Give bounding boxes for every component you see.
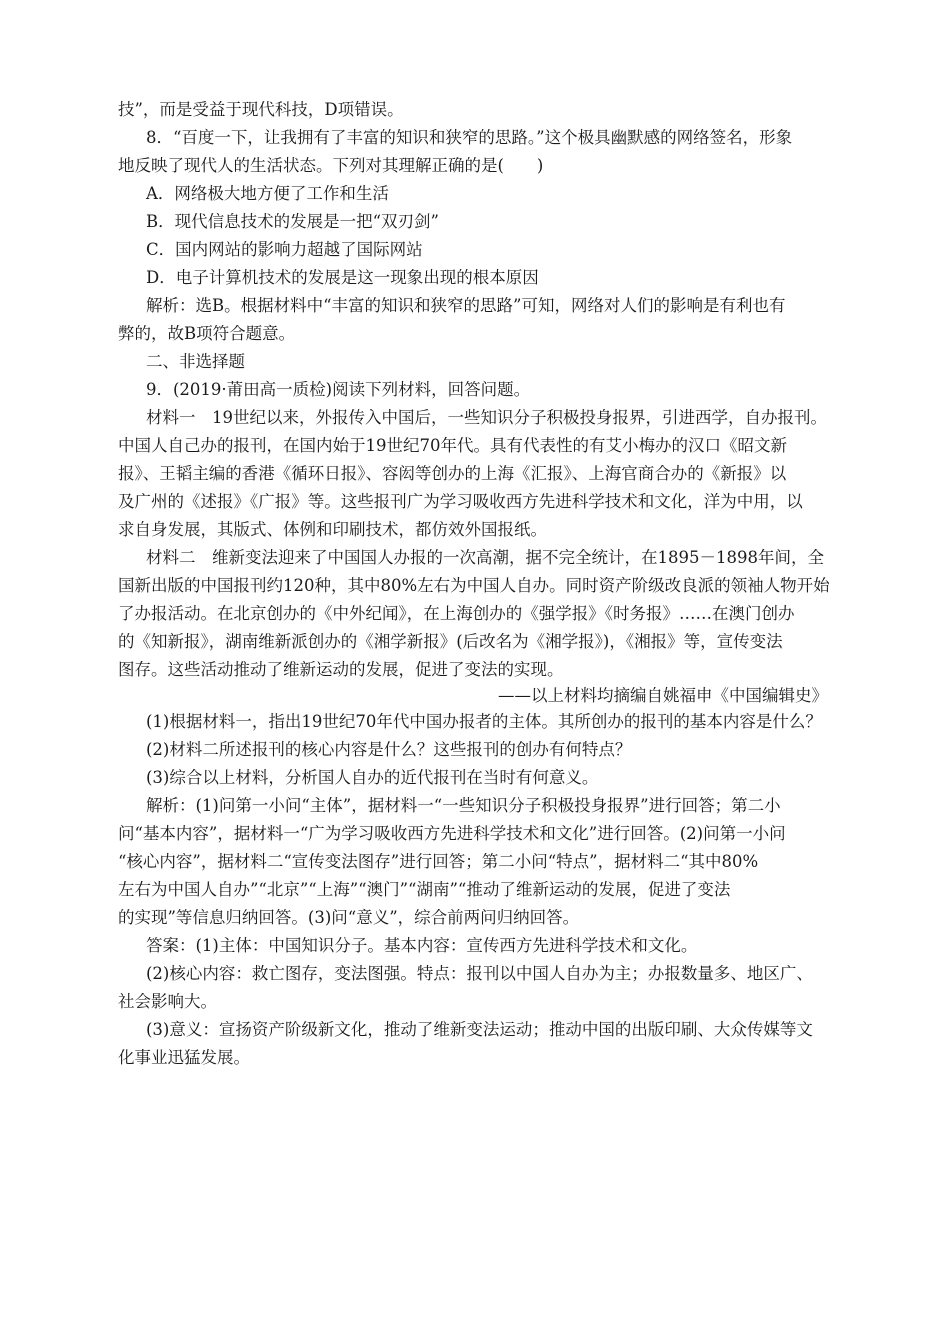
sub-question-1: (1)根据材料一，指出19世纪70年代中国办报者的主体。其所创办的报刊的基本内容是什么？ [146, 712, 822, 731]
sub-question-3: (3)综合以上材料，分析国人自办的近代报刊在当时有何意义。 [146, 768, 599, 787]
answer-1: 答案：(1)主体：中国知识分子。基本内容：宣传西方先进科学技术和文化。 [146, 936, 698, 955]
text-line: 技”，而是受益于现代科技，D项错误。 [118, 100, 404, 119]
option-c: C．国内网站的影响力超越了国际网站 [146, 240, 423, 259]
text-line: 化事业迅猛发展。 [118, 1048, 250, 1067]
text-line: 图存。这些活动推动了维新运动的发展，促进了变法的实现。 [118, 660, 564, 679]
option-d: D．电子计算机技术的发展是这一现象出现的根本原因 [146, 268, 539, 287]
text-line: 求自身发展，其版式、体例和印刷技术，都仿效外国报纸。 [118, 520, 547, 539]
material-1: 材料一 19世纪以来，外报传入中国后，一些知识分子积极投身报界，引进西学，自办报刊。 [146, 408, 827, 427]
text-line: 了办报活动。在北京创办的《中外纪闻》，在上海创办的《强学报》《时务报》……在澳门创办 [118, 604, 795, 623]
section-heading: 二、非选择题 [146, 352, 245, 371]
option-a: A．网络极大地方便了工作和生活 [146, 184, 389, 203]
text-line: 弊的，故B项符合题意。 [118, 324, 296, 343]
answer-3: (3)意义：宣扬资产阶级新文化，推动了维新变法运动；推动中国的出版印刷、大众传媒等文 [146, 1020, 813, 1039]
answer-2: (2)核心内容：救亡图存，变法图强。特点：报刊以中国人自办为主；办报数量多、地区广、 [146, 964, 813, 983]
text-line: 报》、王韬主编的香港《循环日报》、容闳等创办的上海《汇报》、上海官商合办的《新报》以 [118, 464, 787, 483]
text-line: 的《知新报》，湖南维新派创办的《湘学新报》(后改名为《湘学报》)，《湘报》等，宣传变法 [118, 632, 783, 651]
text-line: 问“基本内容”，据材料一“广为学习吸收西方先进科学技术和文化”进行回答。(2)问第一小问 [118, 824, 786, 843]
analysis-8: 解析：选B。根据材料中“丰富的知识和狭窄的思路”可知，网络对人们的影响是有利也有 [146, 296, 786, 315]
source-citation: ——以上材料均摘编自姚福申《中国编辑史》 [498, 686, 828, 705]
text-line: “核心内容”，据材料二“宣传变法图存”进行回答；第二小问“特点”，据材料二“其中80% [118, 852, 759, 871]
option-b: B．现代信息技术的发展是一把“双刃剑” [146, 212, 439, 231]
text-line: 左右为中国人自办”“北京”“上海”“澳门”“湖南”“推动了维新运动的发展，促进了变法 [118, 880, 731, 899]
text-line: 及广州的《述报》《广报》等。这些报刊广为学习吸收西方先进科学技术和文化，洋为中用，以 [118, 492, 803, 511]
question-8-stem: 8．“百度一下，让我拥有了丰富的知识和狭窄的思路。”这个极具幽默感的网络签名，形象 [146, 128, 793, 147]
text-line: 的实现”等信息归纳回答。(3)问“意义”，综合前两问归纳回答。 [118, 908, 580, 927]
text-line: 中国人自己办的报刊，在国内始于19世纪70年代。具有代表性的有艾小梅办的汉口《昭文新 [118, 436, 787, 455]
question-9-stem: 9．(2019·莆田高一质检)阅读下列材料，回答问题。 [146, 380, 531, 399]
text-line: 国新出版的中国报刊约120种，其中80%左右为中国人自办。同时资产阶级改良派的领袖人物开始 [118, 576, 830, 595]
material-2: 材料二 维新变法迎来了中国国人办报的一次高潮，据不完全统计，在1895－1898年间，全 [146, 548, 824, 567]
sub-question-2: (2)材料二所述报刊的核心内容是什么？这些报刊的创办有何特点？ [146, 740, 632, 759]
analysis-9: 解析：(1)问第一小问“主体”，据材料一“一些知识分子积极投身报界”进行回答；第二小 [146, 796, 781, 815]
text-line: 社会影响大。 [118, 992, 217, 1011]
text-line: 地反映了现代人的生活状态。下列对其理解正确的是( ) [118, 156, 544, 175]
